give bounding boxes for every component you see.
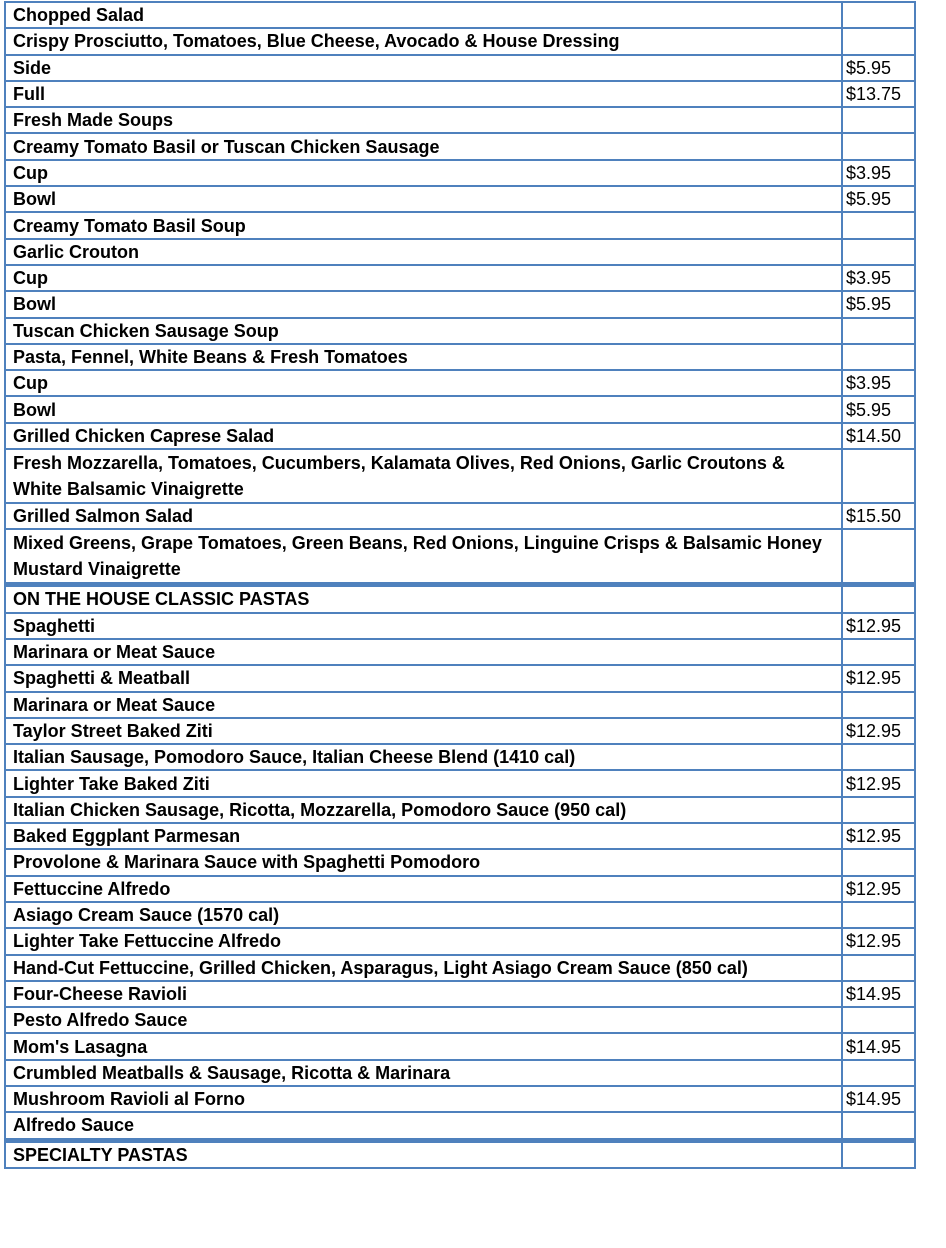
item-price	[842, 1112, 915, 1140]
item-name: Italian Chicken Sausage, Ricotta, Mozzarella, Pomodoro Sauce (950 cal)	[5, 797, 842, 823]
item-price	[842, 639, 915, 665]
menu-row	[5, 1060, 915, 1086]
item-price	[842, 107, 915, 133]
item-price: $15.50	[842, 503, 915, 529]
menu-row	[5, 797, 915, 823]
menu-row	[5, 212, 915, 238]
item-name: Fresh Mozzarella, Tomatoes, Cucumbers, Kalamata Olives, Red Onions, Garlic Croutons & White Balsamic Vinaigrette	[5, 449, 842, 503]
item-name: Bowl	[5, 186, 842, 212]
item-name: Fettuccine Alfredo	[5, 876, 842, 902]
item-name: Grilled Chicken Caprese Salad	[5, 423, 842, 449]
item-price	[842, 1060, 915, 1086]
menu-row	[5, 770, 915, 796]
item-price	[842, 849, 915, 875]
menu-row	[5, 503, 915, 529]
item-name: Italian Sausage, Pomodoro Sauce, Italian Cheese Blend (1410 cal)	[5, 744, 842, 770]
item-name: Spaghetti	[5, 613, 842, 639]
menu-row	[5, 902, 915, 928]
menu-row	[5, 160, 915, 186]
item-name: Provolone & Marinara Sauce with Spaghetti Pomodoro	[5, 849, 842, 875]
item-price	[842, 239, 915, 265]
menu-row	[5, 849, 915, 875]
item-price: $12.95	[842, 876, 915, 902]
menu-row	[5, 55, 915, 81]
menu-row	[5, 1007, 915, 1033]
menu-row	[5, 291, 915, 317]
item-price	[842, 585, 915, 613]
menu-row	[5, 81, 915, 107]
item-price: $12.95	[842, 613, 915, 639]
item-name: Lighter Take Fettuccine Alfredo	[5, 928, 842, 954]
item-price: $12.95	[842, 770, 915, 796]
item-name: Bowl	[5, 291, 842, 317]
menu-row	[5, 639, 915, 665]
menu-row	[5, 928, 915, 954]
menu-body	[5, 2, 915, 1168]
item-name: Mom's Lasagna	[5, 1033, 842, 1059]
item-name: Mushroom Ravioli al Forno	[5, 1086, 842, 1112]
item-name: Four-Cheese Ravioli	[5, 981, 842, 1007]
item-price	[842, 28, 915, 54]
menu-row	[5, 265, 915, 291]
item-name: Bowl	[5, 396, 842, 422]
item-price	[842, 797, 915, 823]
item-price: $3.95	[842, 370, 915, 396]
item-price: $14.95	[842, 1033, 915, 1059]
item-price: $3.95	[842, 160, 915, 186]
item-price: $14.95	[842, 1086, 915, 1112]
item-price: $3.95	[842, 265, 915, 291]
item-name: Chopped Salad	[5, 2, 842, 28]
item-price	[842, 1140, 915, 1168]
item-price	[842, 744, 915, 770]
item-name: Creamy Tomato Basil or Tuscan Chicken Sausage	[5, 133, 842, 159]
item-price: $12.95	[842, 718, 915, 744]
item-name: Mixed Greens, Grape Tomatoes, Green Beans, Red Onions, Linguine Crisps & Balsamic Honey Mustard Vinaigrette	[5, 529, 842, 585]
section-title: ON THE HOUSE CLASSIC PASTAS	[5, 585, 842, 613]
item-name: Spaghetti & Meatball	[5, 665, 842, 691]
menu-row	[5, 955, 915, 981]
item-name: Taylor Street Baked Ziti	[5, 718, 842, 744]
menu-row	[5, 692, 915, 718]
item-name: Cup	[5, 265, 842, 291]
menu-row	[5, 449, 915, 503]
item-name: Full	[5, 81, 842, 107]
item-price: $5.95	[842, 186, 915, 212]
menu-row	[5, 1112, 915, 1140]
item-price	[842, 902, 915, 928]
item-name: Asiago Cream Sauce (1570 cal)	[5, 902, 842, 928]
menu-row	[5, 1033, 915, 1059]
menu-table	[4, 1, 916, 1169]
menu-row	[5, 981, 915, 1007]
item-name: Side	[5, 55, 842, 81]
item-price: $13.75	[842, 81, 915, 107]
item-price	[842, 529, 915, 585]
item-name: Crumbled Meatballs & Sausage, Ricotta & Marinara	[5, 1060, 842, 1086]
item-name: Pesto Alfredo Sauce	[5, 1007, 842, 1033]
item-price	[842, 1007, 915, 1033]
menu-row	[5, 665, 915, 691]
item-price	[842, 344, 915, 370]
item-name: Fresh Made Soups	[5, 107, 842, 133]
item-name: Lighter Take Baked Ziti	[5, 770, 842, 796]
item-price: $12.95	[842, 928, 915, 954]
menu-row	[5, 744, 915, 770]
item-name: Marinara or Meat Sauce	[5, 692, 842, 718]
item-price	[842, 318, 915, 344]
menu-row	[5, 1086, 915, 1112]
item-price	[842, 692, 915, 718]
menu-row	[5, 613, 915, 639]
item-name: Cup	[5, 160, 842, 186]
item-price: $5.95	[842, 396, 915, 422]
item-price: $14.95	[842, 981, 915, 1007]
item-price	[842, 955, 915, 981]
item-name: Pasta, Fennel, White Beans & Fresh Tomatoes	[5, 344, 842, 370]
item-price: $12.95	[842, 665, 915, 691]
menu-row	[5, 186, 915, 212]
item-price	[842, 2, 915, 28]
menu-row	[5, 28, 915, 54]
item-name: Marinara or Meat Sauce	[5, 639, 842, 665]
item-name: Tuscan Chicken Sausage Soup	[5, 318, 842, 344]
menu-row	[5, 239, 915, 265]
menu-row	[5, 318, 915, 344]
menu-row	[5, 370, 915, 396]
item-name: Cup	[5, 370, 842, 396]
menu-row	[5, 823, 915, 849]
item-price: $12.95	[842, 823, 915, 849]
item-name: Crispy Prosciutto, Tomatoes, Blue Cheese, Avocado & House Dressing	[5, 28, 842, 54]
item-price	[842, 212, 915, 238]
menu-row	[5, 2, 915, 28]
menu-row	[5, 529, 915, 585]
item-price: $14.50	[842, 423, 915, 449]
menu-row	[5, 718, 915, 744]
item-name: Grilled Salmon Salad	[5, 503, 842, 529]
item-name: Creamy Tomato Basil Soup	[5, 212, 842, 238]
section-header-row	[5, 1140, 915, 1168]
menu-row	[5, 423, 915, 449]
menu-row	[5, 133, 915, 159]
section-header-row	[5, 585, 915, 613]
item-price	[842, 133, 915, 159]
menu-row	[5, 344, 915, 370]
item-name: Hand-Cut Fettuccine, Grilled Chicken, Asparagus, Light Asiago Cream Sauce (850 cal)	[5, 955, 842, 981]
menu-row	[5, 396, 915, 422]
item-name: Baked Eggplant Parmesan	[5, 823, 842, 849]
item-price: $5.95	[842, 291, 915, 317]
menu-row	[5, 107, 915, 133]
item-name: Alfredo Sauce	[5, 1112, 842, 1140]
item-price: $5.95	[842, 55, 915, 81]
item-name: Garlic Crouton	[5, 239, 842, 265]
section-title: SPECIALTY PASTAS	[5, 1140, 842, 1168]
item-price	[842, 449, 915, 503]
menu-row	[5, 876, 915, 902]
